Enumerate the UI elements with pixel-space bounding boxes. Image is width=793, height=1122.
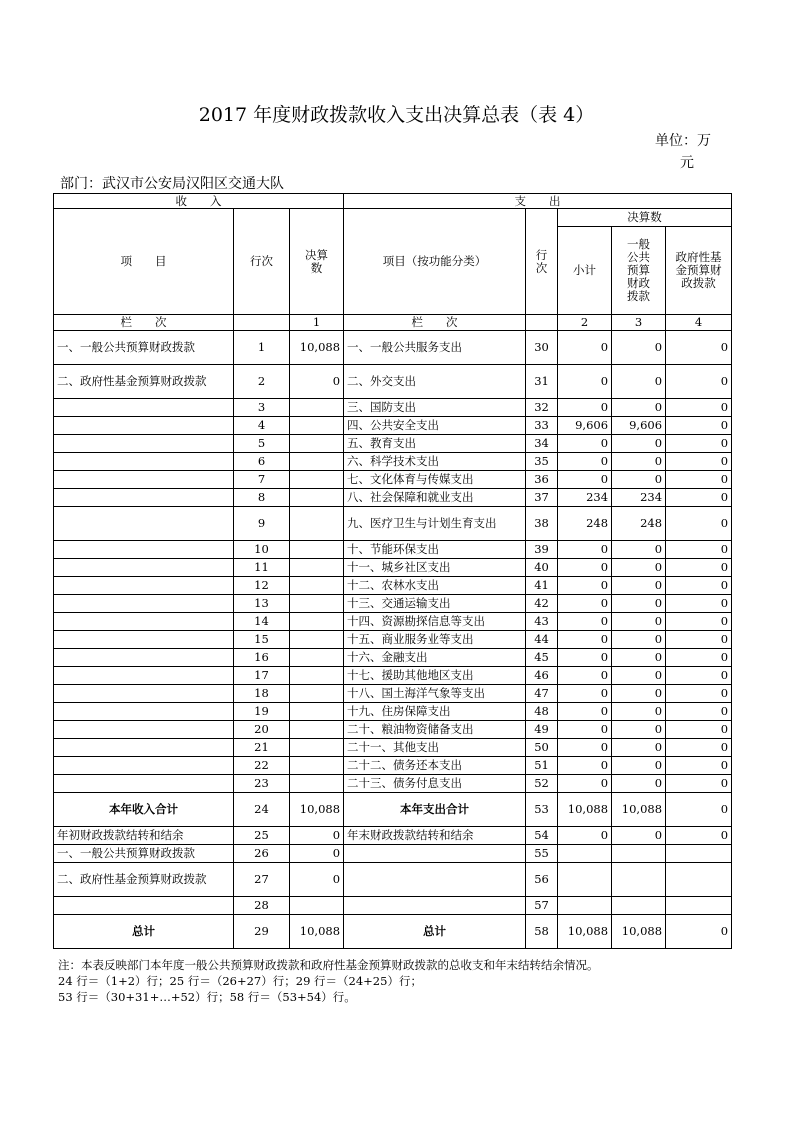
col3-label: 3	[612, 315, 666, 331]
gov-fund-cell: 0	[666, 757, 732, 775]
income-amount-cell: 0	[290, 827, 344, 845]
income-row-no-cell: 23	[234, 775, 290, 793]
table-row	[54, 365, 732, 399]
general-budget-cell: 0	[612, 685, 666, 703]
expense-row-no-cell: 32	[526, 399, 558, 417]
table-row	[54, 703, 732, 721]
expense-row-no-cell: 41	[526, 577, 558, 595]
gov-fund-cell: 0	[666, 453, 732, 471]
subtotal-cell: 0	[558, 649, 612, 667]
income-item-cell	[54, 595, 234, 613]
table-row	[54, 915, 732, 949]
gov-fund-cell: 0	[666, 649, 732, 667]
general-budget-cell: 0	[612, 559, 666, 577]
expense-row-no-cell: 40	[526, 559, 558, 577]
income-item-cell	[54, 685, 234, 703]
table-row	[54, 631, 732, 649]
gov-fund-cell: 0	[666, 595, 732, 613]
income-amount-cell	[290, 721, 344, 739]
subtotal-cell: 0	[558, 365, 612, 399]
income-item-cell	[54, 703, 234, 721]
income-row-no-cell: 28	[234, 897, 290, 915]
income-row-no-cell: 2	[234, 365, 290, 399]
general-budget-cell: 0	[612, 739, 666, 757]
general-budget-cell: 0	[612, 775, 666, 793]
income-item-cell	[54, 471, 234, 489]
expense-row-no-cell: 43	[526, 613, 558, 631]
department-label: 部门：武汉市公安局汉阳区交通大队	[60, 176, 284, 192]
expense-item-cell: 二十一、其他支出	[344, 739, 526, 757]
subtotal-cell: 0	[558, 559, 612, 577]
table-row	[54, 775, 732, 793]
expense-item-cell: 十二、农林水支出	[344, 577, 526, 595]
footnote-line: 53 行＝（30+31+…+52）行；58 行＝（53+54）行。	[58, 990, 356, 1004]
general-budget-cell: 248	[612, 507, 666, 541]
subtotal-cell: 0	[558, 471, 612, 489]
income-item-cell	[54, 435, 234, 453]
income-amount-cell	[290, 559, 344, 577]
subtotal-cell: 0	[558, 685, 612, 703]
subtotal-cell: 0	[558, 703, 612, 721]
page-title: 2017 年度财政拨款收入支出决算总表（表 4）	[198, 104, 595, 126]
table-row	[54, 613, 732, 631]
table-row	[54, 685, 732, 703]
expense-row-no-cell: 57	[526, 897, 558, 915]
subtotal-cell: 0	[558, 435, 612, 453]
expense-item-cell: 总计	[344, 915, 526, 949]
gov-fund-cell: 0	[666, 471, 732, 489]
income-item-cell	[54, 399, 234, 417]
general-budget-cell: 0	[612, 399, 666, 417]
general-budget-cell: 234	[612, 489, 666, 507]
table-row	[54, 793, 732, 827]
table-row	[54, 649, 732, 667]
subtotal-cell: 0	[558, 399, 612, 417]
subtotal-cell: 0	[558, 453, 612, 471]
expense-row-no-cell: 55	[526, 845, 558, 863]
table-row	[54, 489, 732, 507]
expense-item-cell: 四、公共安全支出	[344, 417, 526, 435]
general-budget-header-text: 一般公共预算财政拨款	[627, 237, 651, 303]
income-row-no-cell: 10	[234, 541, 290, 559]
income-row-no-cell: 18	[234, 685, 290, 703]
table-row	[54, 845, 732, 863]
footnotes	[58, 957, 599, 1005]
expense-item-cell: 十九、住房保障支出	[344, 703, 526, 721]
subtotal-cell: 9,606	[558, 417, 612, 435]
income-item-cell	[54, 721, 234, 739]
gov-fund-cell: 0	[666, 399, 732, 417]
gov-fund-cell: 0	[666, 489, 732, 507]
general-budget-cell: 0	[612, 453, 666, 471]
budget-table	[53, 193, 732, 949]
gov-fund-header	[666, 227, 732, 315]
subtotal-cell: 10,088	[558, 915, 612, 949]
expense-row-no-cell: 53	[526, 793, 558, 827]
income-amount-cell	[290, 453, 344, 471]
general-budget-cell: 0	[612, 331, 666, 365]
expense-item-cell: 八、社会保障和就业支出	[344, 489, 526, 507]
expense-item-cell: 二、外交支出	[344, 365, 526, 399]
general-budget-cell: 10,088	[612, 915, 666, 949]
subtotal-header: 小计	[558, 227, 612, 315]
expense-item-cell: 五、教育支出	[344, 435, 526, 453]
gov-fund-cell: 0	[666, 793, 732, 827]
gov-fund-cell: 0	[666, 703, 732, 721]
income-row-no-cell: 16	[234, 649, 290, 667]
gov-fund-cell: 0	[666, 667, 732, 685]
income-row-no-cell: 7	[234, 471, 290, 489]
expense-row-no-cell: 45	[526, 649, 558, 667]
expense-row-no-cell: 52	[526, 775, 558, 793]
gov-fund-cell: 0	[666, 915, 732, 949]
general-budget-cell: 0	[612, 595, 666, 613]
income-amount-cell	[290, 435, 344, 453]
general-budget-cell: 0	[612, 649, 666, 667]
subtotal-cell: 0	[558, 739, 612, 757]
income-item-cell: 本年收入合计	[54, 793, 234, 827]
general-budget-cell: 0	[612, 757, 666, 775]
general-budget-cell: 0	[612, 577, 666, 595]
expense-row-no-cell: 49	[526, 721, 558, 739]
income-row-no-cell: 5	[234, 435, 290, 453]
col1-label: 1	[290, 315, 344, 331]
expense-item-cell: 年末财政拨款结转和结余	[344, 827, 526, 845]
table-row	[54, 827, 732, 845]
income-item-cell: 一、一般公共预算财政拨款	[54, 845, 234, 863]
row-no-header: 行次	[234, 209, 290, 315]
table-row	[54, 541, 732, 559]
expense-row-no-cell: 34	[526, 435, 558, 453]
general-budget-header	[612, 227, 666, 315]
expense-item-cell: 十七、援助其他地区支出	[344, 667, 526, 685]
table-row	[54, 739, 732, 757]
subtotal-cell: 0	[558, 631, 612, 649]
income-row-no-cell: 22	[234, 757, 290, 775]
expense-item-cell: 十三、交通运输支出	[344, 595, 526, 613]
income-amount-cell	[290, 507, 344, 541]
income-item-cell: 总计	[54, 915, 234, 949]
general-budget-cell: 9,606	[612, 417, 666, 435]
expense-row-no-cell: 35	[526, 453, 558, 471]
expense-item-cell: 二十、粮油物资储备支出	[344, 721, 526, 739]
column-label2: 栏 次	[344, 315, 526, 331]
income-item-cell	[54, 489, 234, 507]
income-item-cell	[54, 577, 234, 595]
income-row-no-cell: 1	[234, 331, 290, 365]
gov-fund-cell: 0	[666, 435, 732, 453]
table-row	[54, 757, 732, 775]
table-row	[54, 863, 732, 897]
expense-row-no-cell: 58	[526, 915, 558, 949]
income-row-no-cell: 3	[234, 399, 290, 417]
subtotal-cell: 0	[558, 541, 612, 559]
income-amount-cell	[290, 757, 344, 775]
table-row	[54, 471, 732, 489]
income-item-cell	[54, 631, 234, 649]
table-row	[54, 577, 732, 595]
table-row	[54, 559, 732, 577]
expense-item-cell: 十、节能环保支出	[344, 541, 526, 559]
income-amount-cell: 10,088	[290, 331, 344, 365]
income-item-cell	[54, 541, 234, 559]
expense-row-no-cell: 47	[526, 685, 558, 703]
gov-fund-cell: 0	[666, 541, 732, 559]
final-count-header: 决算数	[558, 209, 732, 227]
expense-row-no-cell: 31	[526, 365, 558, 399]
income-item-cell: 年初财政拨款结转和结余	[54, 827, 234, 845]
expense-item-cell: 十四、资源勘探信息等支出	[344, 613, 526, 631]
general-budget-cell: 0	[612, 631, 666, 649]
table-row	[54, 507, 732, 541]
table-row	[54, 595, 732, 613]
income-amount-cell	[290, 897, 344, 915]
general-budget-cell: 0	[612, 721, 666, 739]
income-item-cell	[54, 649, 234, 667]
general-budget-cell	[612, 897, 666, 915]
unit-label-continued: 元	[680, 155, 694, 171]
income-item-cell	[54, 417, 234, 435]
expense-item-cell: 三、国防支出	[344, 399, 526, 417]
final-amount-header-text: 决算数	[305, 247, 328, 275]
income-row-no-cell: 24	[234, 793, 290, 827]
column-label2-blank	[526, 315, 558, 331]
expense-row-no-cell: 36	[526, 471, 558, 489]
general-budget-cell: 0	[612, 435, 666, 453]
item-header: 项 目	[54, 209, 234, 315]
expense-item-cell: 六、科学技术支出	[344, 453, 526, 471]
income-row-no-cell: 13	[234, 595, 290, 613]
unit-label: 单位：万	[655, 133, 711, 149]
expense-row-no-cell: 42	[526, 595, 558, 613]
income-row-no-cell: 25	[234, 827, 290, 845]
income-row-no-cell: 21	[234, 739, 290, 757]
table-row	[54, 417, 732, 435]
income-row-no-cell: 20	[234, 721, 290, 739]
income-amount-cell	[290, 471, 344, 489]
table-row	[54, 331, 732, 365]
income-amount-cell	[290, 399, 344, 417]
income-amount-cell	[290, 613, 344, 631]
income-amount-cell	[290, 739, 344, 757]
expense-item-cell: 十一、城乡社区支出	[344, 559, 526, 577]
gov-fund-header-text: 政府性基金预算财政拨款	[675, 250, 722, 290]
general-budget-cell: 0	[612, 471, 666, 489]
subtotal-cell: 234	[558, 489, 612, 507]
subtotal-cell: 0	[558, 775, 612, 793]
subtotal-cell	[558, 863, 612, 897]
income-amount-cell	[290, 541, 344, 559]
gov-fund-cell	[666, 845, 732, 863]
table-row	[54, 667, 732, 685]
subtotal-cell: 0	[558, 667, 612, 685]
expense-item-cell	[344, 845, 526, 863]
expense-row-no-cell: 51	[526, 757, 558, 775]
income-item-cell	[54, 897, 234, 915]
table-row	[54, 453, 732, 471]
expense-row-no-cell: 48	[526, 703, 558, 721]
col2-label: 2	[558, 315, 612, 331]
expense-item-cell: 十六、金融支出	[344, 649, 526, 667]
table-row	[54, 897, 732, 915]
gov-fund-cell: 0	[666, 631, 732, 649]
income-row-no-cell: 8	[234, 489, 290, 507]
general-budget-cell: 0	[612, 667, 666, 685]
item-by-function-header: 项目（按功能分类）	[344, 209, 526, 315]
income-row-no-cell: 27	[234, 863, 290, 897]
footnote-line: 24 行＝（1+2）行；25 行＝（26+27）行；29 行＝（24+25）行；	[58, 974, 422, 988]
income-amount-cell	[290, 489, 344, 507]
income-item-cell	[54, 559, 234, 577]
income-item-cell: 二、政府性基金预算财政拨款	[54, 365, 234, 399]
gov-fund-cell	[666, 897, 732, 915]
subtotal-cell: 0	[558, 827, 612, 845]
expense-item-cell	[344, 863, 526, 897]
expense-header: 支 出	[344, 194, 732, 209]
final-amount-header	[290, 209, 344, 315]
expense-row-no-cell: 39	[526, 541, 558, 559]
subtotal-cell: 0	[558, 721, 612, 739]
table-row	[54, 399, 732, 417]
expense-row-no-cell: 33	[526, 417, 558, 435]
gov-fund-cell: 0	[666, 507, 732, 541]
gov-fund-cell: 0	[666, 613, 732, 631]
expense-row-no-cell: 38	[526, 507, 558, 541]
expense-item-cell: 二十二、债务还本支出	[344, 757, 526, 775]
income-amount-cell	[290, 417, 344, 435]
income-amount-cell	[290, 775, 344, 793]
subtotal-cell: 10,088	[558, 793, 612, 827]
table-row	[54, 721, 732, 739]
income-item-cell	[54, 613, 234, 631]
subtotal-cell: 0	[558, 577, 612, 595]
income-row-no-cell: 4	[234, 417, 290, 435]
income-amount-cell	[290, 685, 344, 703]
general-budget-cell: 10,088	[612, 793, 666, 827]
income-amount-cell	[290, 595, 344, 613]
income-row-no-cell: 17	[234, 667, 290, 685]
income-amount-cell: 0	[290, 863, 344, 897]
gov-fund-cell: 0	[666, 331, 732, 365]
row-no2-header-text: 行次	[535, 247, 548, 275]
row-no2-header	[526, 209, 558, 315]
income-amount-cell	[290, 577, 344, 595]
income-amount-cell: 10,088	[290, 915, 344, 949]
income-amount-cell	[290, 631, 344, 649]
subtotal-cell: 0	[558, 613, 612, 631]
column-label-blank	[234, 315, 290, 331]
income-row-no-cell: 12	[234, 577, 290, 595]
subtotal-cell: 0	[558, 595, 612, 613]
gov-fund-cell: 0	[666, 775, 732, 793]
expense-row-no-cell: 44	[526, 631, 558, 649]
general-budget-cell: 0	[612, 541, 666, 559]
gov-fund-cell: 0	[666, 365, 732, 399]
income-row-no-cell: 15	[234, 631, 290, 649]
general-budget-cell	[612, 845, 666, 863]
gov-fund-cell: 0	[666, 739, 732, 757]
income-row-no-cell: 9	[234, 507, 290, 541]
expense-item-cell: 十五、商业服务业等支出	[344, 631, 526, 649]
expense-item-cell: 本年支出合计	[344, 793, 526, 827]
subtotal-cell: 0	[558, 757, 612, 775]
subtotal-cell: 248	[558, 507, 612, 541]
income-item-cell	[54, 775, 234, 793]
income-row-no-cell: 29	[234, 915, 290, 949]
column-label: 栏 次	[54, 315, 234, 331]
income-amount-cell	[290, 667, 344, 685]
income-item-cell: 二、政府性基金预算财政拨款	[54, 863, 234, 897]
income-amount-cell	[290, 703, 344, 721]
table-row	[54, 435, 732, 453]
gov-fund-cell: 0	[666, 577, 732, 595]
income-item-cell	[54, 667, 234, 685]
expense-row-no-cell: 37	[526, 489, 558, 507]
income-row-no-cell: 26	[234, 845, 290, 863]
expense-row-no-cell: 30	[526, 331, 558, 365]
income-amount-cell	[290, 649, 344, 667]
income-row-no-cell: 19	[234, 703, 290, 721]
subtotal-cell	[558, 897, 612, 915]
gov-fund-cell	[666, 863, 732, 897]
general-budget-cell: 0	[612, 365, 666, 399]
gov-fund-cell: 0	[666, 827, 732, 845]
income-amount-cell: 0	[290, 365, 344, 399]
income-amount-cell: 10,088	[290, 793, 344, 827]
subtotal-cell: 0	[558, 331, 612, 365]
expense-item-cell: 九、医疗卫生与计划生育支出	[344, 507, 526, 541]
income-item-cell	[54, 739, 234, 757]
expense-row-no-cell: 46	[526, 667, 558, 685]
gov-fund-cell: 0	[666, 721, 732, 739]
expense-item-cell: 一、一般公共服务支出	[344, 331, 526, 365]
general-budget-cell	[612, 863, 666, 897]
income-row-no-cell: 11	[234, 559, 290, 577]
general-budget-cell: 0	[612, 613, 666, 631]
general-budget-cell: 0	[612, 827, 666, 845]
gov-fund-cell: 0	[666, 559, 732, 577]
gov-fund-cell: 0	[666, 417, 732, 435]
general-budget-cell: 0	[612, 703, 666, 721]
income-item-cell	[54, 453, 234, 471]
expense-row-no-cell: 50	[526, 739, 558, 757]
expense-row-no-cell: 56	[526, 863, 558, 897]
col4-label: 4	[666, 315, 732, 331]
gov-fund-cell: 0	[666, 685, 732, 703]
expense-item-cell: 十八、国土海洋气象等支出	[344, 685, 526, 703]
income-row-no-cell: 14	[234, 613, 290, 631]
expense-item-cell: 七、文化体育与传媒支出	[344, 471, 526, 489]
expense-item-cell	[344, 897, 526, 915]
income-header: 收 入	[54, 194, 344, 209]
expense-item-cell: 二十三、债务付息支出	[344, 775, 526, 793]
income-item-cell	[54, 507, 234, 541]
footnote-line: 注：本表反映部门本年度一般公共预算财政拨款和政府性基金预算财政拨款的总收支和年末结转结余情况。	[58, 958, 599, 972]
subtotal-cell	[558, 845, 612, 863]
income-item-cell: 一、一般公共预算财政拨款	[54, 331, 234, 365]
income-item-cell	[54, 757, 234, 775]
income-amount-cell: 0	[290, 845, 344, 863]
income-row-no-cell: 6	[234, 453, 290, 471]
expense-row-no-cell: 54	[526, 827, 558, 845]
